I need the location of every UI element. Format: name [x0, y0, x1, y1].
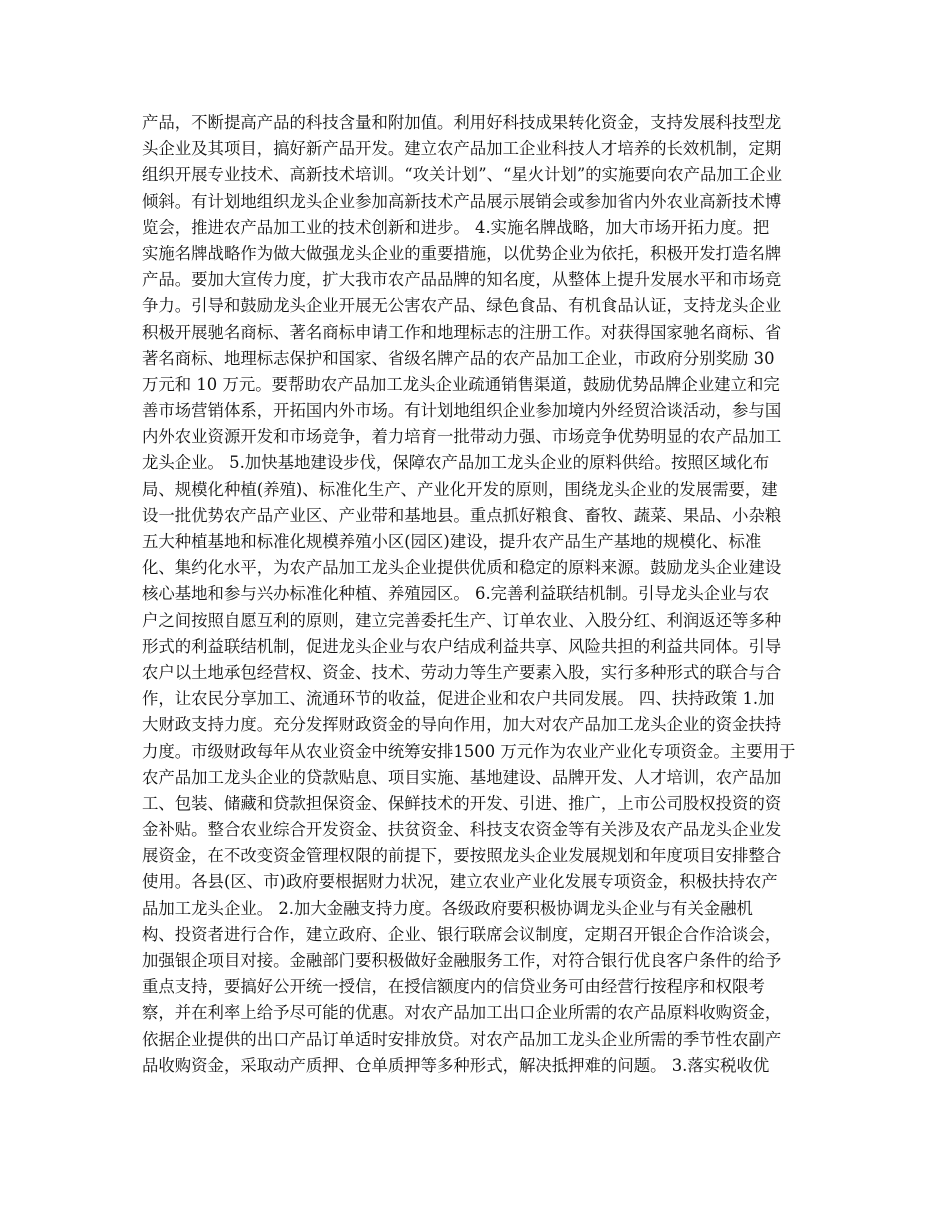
text-line: 倾斜。有计划地组织龙头企业参加高新技术产品展示展销会或参加省内外农业高新技术博 — [142, 191, 782, 211]
text-line: 设一批优势农产品产业区、产业带和基地县。重点抓好粮食、畜牧、蔬菜、果品、小杂粮 — [142, 505, 782, 525]
body-text — [142, 110, 812, 1079]
text-line: 核心基地和参与兴办标准化种植、养殖园区。 6.完善利益联结机制。引导龙头企业与农 — [142, 584, 770, 604]
text-line: 头企业及其项目，搞好新产品开发。建立农产品加工企业科技人才培养的长效机制，定期 — [142, 139, 782, 159]
text-line: 览会，推进农产品加工业的技术创新和进步。 4.实施名牌战略，加大市场开拓力度。把 — [142, 217, 770, 237]
text-line: 内外农业资源开发和市场竞争，着力培育一批带动力强、市场竞争优势明显的农产品加工 — [142, 427, 782, 447]
text-line: 产品。要加大宣传力度，扩大我市农产品品牌的知名度，从整体上提升发展水平和市场竞 — [142, 270, 782, 290]
text-line: 工、包装、储藏和贷款担保资金、保鲜技术的开发、引进、推广，上市公司股权投资的资 — [142, 793, 782, 813]
text-line: 农产品加工龙头企业的贷款贴息、项目实施、基地建设、品牌开发、人才培训，农产品加 — [142, 767, 782, 787]
text-line: 构、投资者进行合作，建立政府、企业、银行联席会议制度，定期召开银企合作洽谈会， — [142, 924, 782, 944]
text-line: 大财政支持力度。充分发挥财政资金的导向作用，加大对农产品加工龙头企业的资金扶持 — [142, 715, 782, 735]
text-line: 组织开展专业技术、高新技术培训。“攻关计划”、“星火计划”的实施要向农产品加工企业 — [142, 165, 782, 185]
text-line: 金补贴。整合农业综合开发资金、扶贫资金、科技支农资金等有关涉及农产品龙头企业发 — [142, 820, 782, 840]
text-line: 农户以土地承包经营权、资金、技术、劳动力等生产要素入股，实行多种形式的联合与合 — [142, 662, 782, 682]
text-line: 化、集约化水平，为农产品加工龙头企业提供优质和稳定的原料来源。鼓励龙头企业建设 — [142, 558, 782, 578]
text-line: 作，让农民分享加工、流通环节的收益，促进企业和农户共同发展。 四、扶持政策 1.加 — [142, 689, 775, 709]
text-line: 依据企业提供的出口产品订单适时安排放贷。对农产品加工龙头企业所需的季节性农副产 — [142, 1029, 782, 1049]
text-line: 龙头企业。 5.加快基地建设步伐，保障农产品加工龙头企业的原料供给。按照区域化布 — [142, 453, 770, 473]
text-line: 重点支持，要搞好公开统一授信，在授信额度内的信贷业务可由经营行按程序和权限考 — [142, 977, 765, 997]
text-line: 展资金，在不改变资金管理权限的前提下，要按照龙头企业发展规划和年度项目安排整合 — [142, 846, 782, 866]
text-line: 产品，不断提高产品的科技含量和附加值。利用好科技成果转化资金，支持发展科技型龙 — [142, 113, 782, 132]
text-line: 积极开展驰名商标、著名商标申请工作和地理标志的注册工作。对获得国家驰名商标、省 — [142, 322, 782, 342]
text-line: 品收购资金，采取动产质押、仓单质押等多种形式，解决抵押难的问题。 3.落实税收优 — [142, 1055, 770, 1075]
text-line: 加强银企项目对接。金融部门要积极做好金融服务工作，对符合银行优良客户条件的给予 — [142, 951, 782, 970]
text-line: 形式的利益联结机制，促进龙头企业与农户结成利益共享、风险共担的利益共同体。引导 — [142, 636, 782, 656]
text-line: 品加工龙头企业。 2.加大金融支持力度。各级政府要积极协调龙头企业与有关金融机 — [142, 898, 753, 918]
text-line: 善市场营销体系，开拓国内外市场。有计划地组织企业参加境内外经贸洽谈活动，参与国 — [142, 401, 782, 421]
text-line: 局、规模化种植(养殖)、标准化生产、产业化开发的原则，围绕龙头企业的发展需要，建 — [142, 479, 778, 499]
text-line: 使用。各县(区、市)政府要根据财力状况，建立农业产业化发展专项资金，积极扶持农产 — [142, 872, 778, 892]
text-line: 五大种植基地和标准化规模养殖小区(园区)建设，提升农产品生产基地的规模化、标准 — [142, 532, 762, 551]
text-line: 万元和 10 万元。要帮助农产品加工龙头企业疏通销售渠道，鼓励优势品牌企业建立和完 — [142, 374, 780, 394]
text-line: 实施名牌战略作为做大做强龙头企业的重要措施，以优势企业为依托，积极开发打造名牌 — [142, 243, 782, 263]
text-line: 户之间按照自愿互利的原则，建立完善委托生产、订单农业、入股分红、利润返还等多种 — [142, 610, 782, 630]
text-line: 力度。市级财政每年从农业资金中统筹安排1500 万元作为农业产业化专项资金。主要用于 — [142, 741, 796, 761]
text-line: 争力。引导和鼓励龙头企业开展无公害农产品、绿色食品、有机食品认证，支持龙头企业 — [142, 296, 782, 316]
text-line: 察，并在利率上给予尽可能的优惠。对农产品加工出口企业所需的农产品原料收购资金， — [142, 1003, 782, 1023]
text-line: 著名商标、地理标志保护和国家、省级名牌产品的农产品加工企业，市政府分别奖励 30 — [142, 348, 775, 368]
